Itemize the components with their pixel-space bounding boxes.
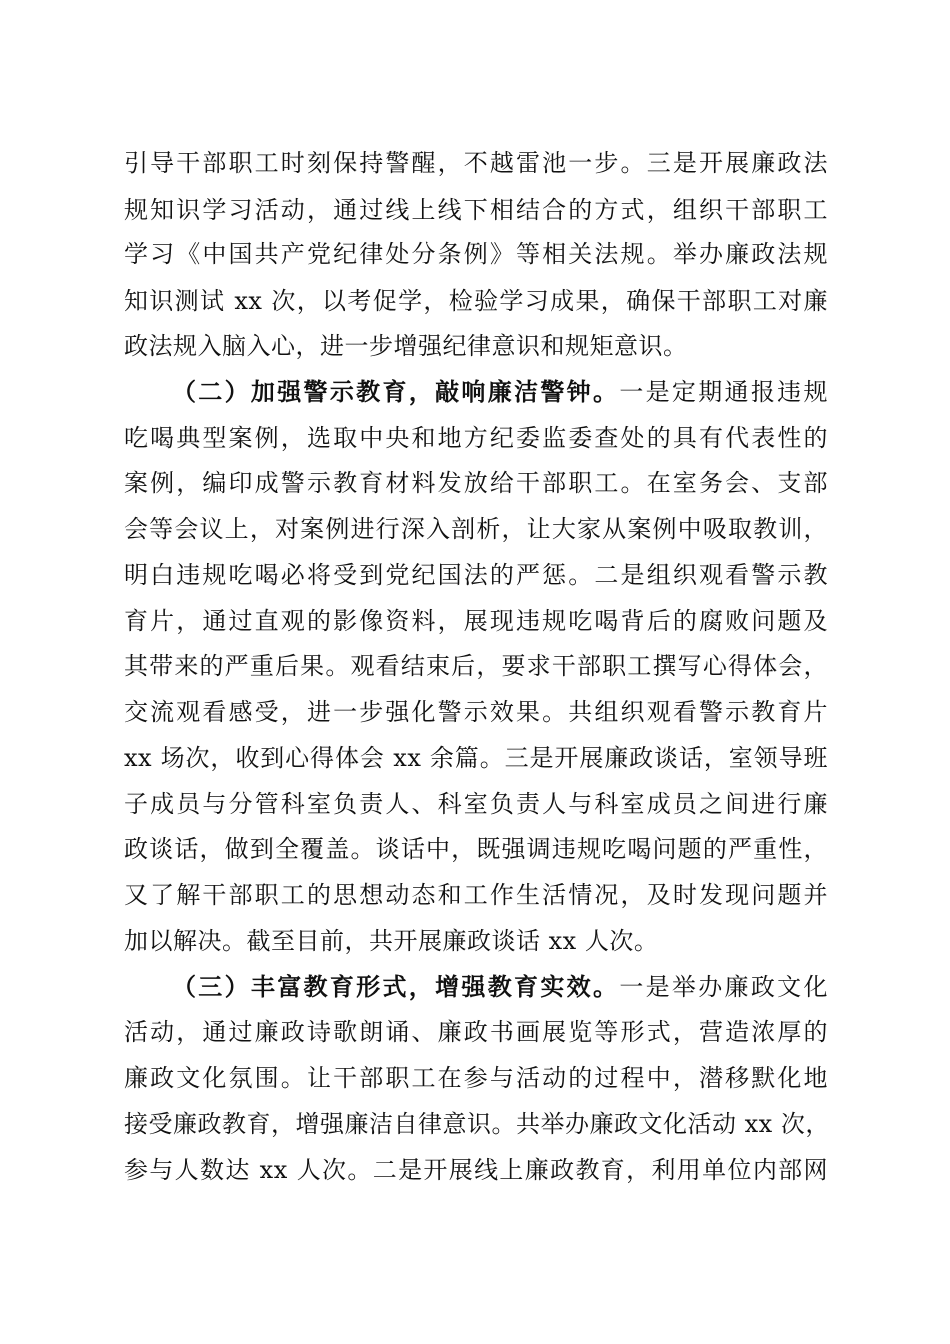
p2-line-1-rest: 一是定期通报违规 (619, 378, 828, 406)
p3-line-1-rest: 一是举办廉政文化 (619, 973, 828, 1001)
p2-line-2: 吃喝典型案例，选取中央和地方纪委监委查处的具有代表性的 (124, 424, 828, 452)
section-heading-3: （三）丰富教育形式，增强教育实效。 (172, 972, 620, 1001)
p2-line-5: 明白违规吃喝必将受到党纪国法的严惩。二是组织观看警示教 (124, 561, 828, 589)
p2-line-10: 子成员与分管科室负责人、科室负责人与科室成员之间进行廉 (124, 790, 828, 818)
p3-line-1 (172, 967, 828, 1007)
p2-line-3: 案例，编印成警示教育材料发放给干部职工。在室务会、支部 (124, 469, 828, 497)
p3-line-4: 接受廉政教育，增强廉洁自律意识。共举办廉政文化活动 xx 次， (124, 1110, 830, 1138)
p2-line-12: 又了解干部职工的思想动态和工作生活情况，及时发现问题并 (124, 881, 828, 909)
p1-line-3: 学习《中国共产党纪律处分条例》等相关法规。举办廉政法规 (124, 240, 828, 268)
p2-line-11: 政谈话，做到全覆盖。谈话中，既强调违规吃喝问题的严重性， (124, 835, 828, 863)
p2-line-13: 加以解决。截至目前，共开展廉政谈话 xx 人次。 (124, 927, 659, 955)
p3-line-2: 活动，通过廉政诗歌朗诵、廉政书画展览等形式，营造浓厚的 (124, 1018, 828, 1046)
p1-line-5: 政法规入脑入心，进一步增强纪律意识和规矩意识。 (124, 332, 688, 360)
section-heading-2: （二）加强警示教育，敲响廉洁警钟。 (172, 377, 620, 406)
p1-line-2: 规知识学习活动，通过线上线下相结合的方式，组织干部职工 (124, 196, 828, 224)
p3-line-3: 廉政文化氛围。让干部职工在参与活动的过程中，潜移默化地 (124, 1064, 828, 1092)
p2-line-7: 其带来的严重后果。观看结束后，要求干部职工撰写心得体会， (124, 652, 828, 680)
p2-line-9: xx 场次，收到心得体会 xx 余篇。三是开展廉政谈话，室领导班 (124, 744, 828, 772)
p2-line-1 (172, 372, 828, 412)
p2-line-8: 交流观看感受，进一步强化警示效果。共组织观看警示教育片 (124, 698, 828, 726)
p3-line-5: 参与人数达 xx 人次。二是开展线上廉政教育，利用单位内部网 (124, 1156, 828, 1184)
p2-line-6: 育片，通过直观的影像资料，展现违规吃喝背后的腐败问题及 (124, 607, 828, 635)
p2-line-4: 会等会议上，对案例进行深入剖析，让大家从案例中吸取教训， (124, 515, 828, 543)
p1-line-1: 引导干部职工时刻保持警醒，不越雷池一步。三是开展廉政法 (124, 149, 828, 177)
p1-line-4: 知识测试 xx 次，以考促学，检验学习成果，确保干部职工对廉 (124, 287, 828, 315)
